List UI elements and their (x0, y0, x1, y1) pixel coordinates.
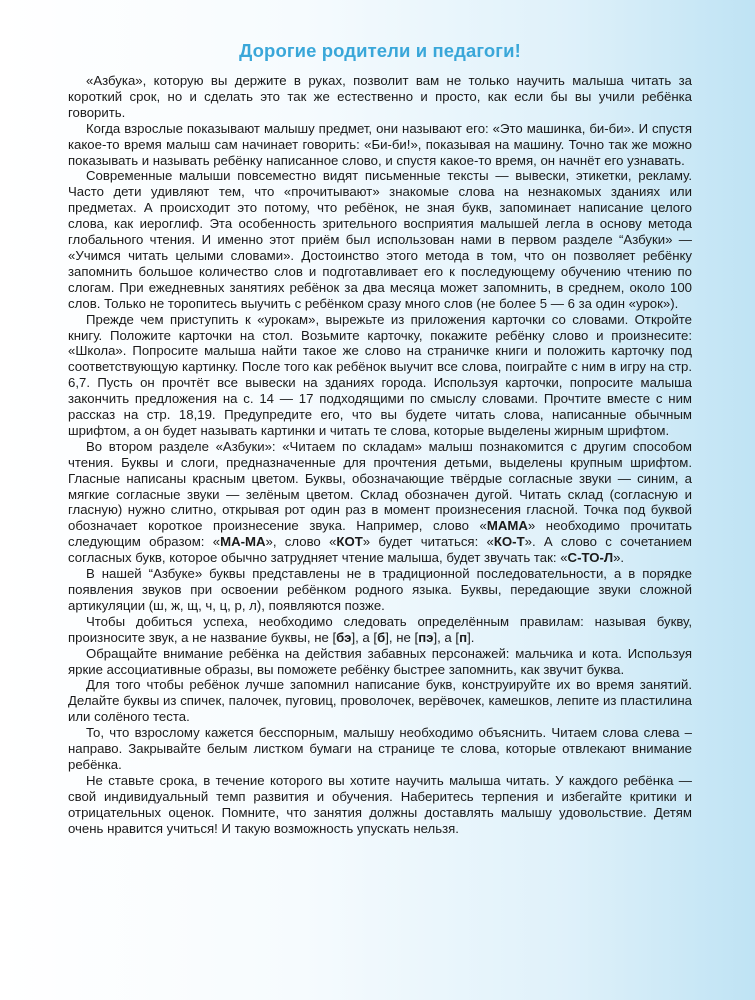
text-run: Чтобы добиться успеха, необходимо следовать определённым правилам: называя букву, произносите звук, а не название буквы, не [ (68, 613, 692, 645)
paragraph (68, 121, 692, 169)
body-text (68, 73, 692, 837)
bold-text-run: КОТ (336, 534, 363, 550)
bold-text-run: МАМА (486, 518, 528, 534)
paragraph (68, 725, 692, 773)
text-run: Во втором разделе «Азбуки»: «Читаем по складам» малыш познакомится с другим способом чтения. Буквы и слоги, предназначенные для прочтения детьми, выделены крупным шрифтом. Гласные написаны красным цветом. Буквы, обозначающие твёрдые согласные звуки — синим, а мягкие согласные звуки — зелёным цветом. Склад обозначен дугой. Читать склад (согласную и гласную) нужно слитно, открывая рот один раз в момент произнесения гласной. Точка под буквой обозначает короткое произнесение звука. Например, слово « (68, 438, 692, 534)
text-run: ». А слово с сочетанием согласных букв, которое обычно затрудняет чтение малыша, будет звучать так: « (68, 534, 692, 566)
paragraph (68, 646, 692, 678)
text-run: Прежде чем приступить к «урокам», вырежьте из приложения карточки со словами. Откройте книгу. Положите карточки на стол. Возьмите карточку, покажите ребёнку слово и произнесите: «Школа». Попросите малыша найти такое же слово на страничке книги и положить карточку под соответствующую картинку. После того как ребёнок выучит все слова, поиграйте с ним в игру на стр. 6,7. Пусть он прочтёт все вывески на зданиях города. Используя карточки, попросите малыша закончить предложения на с. 14 — 17 подходящими по смыслу словами. Прочтите вместе с ним рассказ на стр. 18,19. Предупредите его, что вы будете читать слова, написанные обычным шрифтом, а он будет называть картинки и читать те слова, которые выделены жирным шрифтом. (68, 311, 692, 438)
paragraph (68, 73, 692, 121)
text-run: Современные малыши повсеместно видят письменные тексты — вывески, этикетки, рекламу. Часто дети удивляют тем, что «прочитывают» знакомые слова на незнакомых зданиях или предметах. А происходит это потому, что ребёнок, не зная букв, запоминает написание целого слова, как иероглиф. Эта особенность зрительного восприятия малышей легла в основу метода глобального чтения. И именно этот приём был использован нами в первом разделе “Азбуки» — «Учимся читать целыми словами». Достоинство этого метода в том, что он позволяет ребёнку запомнить большое количество слов и подготавливает его к последующему обучению чтению по слогам. При ежедневных занятиях ребёнок за два месяца может запомнить, в среднем, около 100 слов. Только не торопитесь выучить с ребёнком сразу много слов (не более 5 — 6 за один «урок»). (68, 168, 692, 311)
text-run: ». (613, 550, 625, 566)
page-title: Дорогие родители и педагоги! (239, 40, 521, 61)
text-run: », слово « (265, 534, 337, 550)
bold-text-run: С-ТО-Л (567, 550, 614, 566)
text-run: ], а [ (351, 629, 378, 645)
text-run: ], не [ (385, 629, 419, 645)
bold-text-run: пэ (418, 629, 434, 645)
text-run: В нашей “Азбуке» буквы представлены не в традиционной последовательности, а в порядке появления звуков при освоении ребёнком родного языка. Буквы, передающие звуки сложной артикуляции (ш, ж, щ, ч, ц, р, л), появляются позже. (68, 566, 692, 613)
text-run: ], а [ (433, 629, 460, 645)
text-run: Не ставьте срока, в течение которого вы хотите научить малыша читать. У каждого ребёнка — свой индивидуальный темп развития и обучения. Наберитесь терпения и избегайте критики и отрицательных оценок. Помните, что занятия должны доставлять малышу удовольствие. Детям очень нравится учиться! И такую возможность упускать нельзя. (68, 772, 692, 836)
paragraph (68, 439, 692, 566)
text-run: » необходимо прочитать следующим образом: « (68, 518, 692, 550)
text-run: » будет читаться: « (362, 534, 494, 550)
bold-text-run: МА-МА (220, 534, 266, 550)
paragraph (68, 168, 692, 311)
bold-text-run: КО-Т (493, 534, 525, 550)
paragraph (68, 677, 692, 725)
text-run: Когда взрослые показывают малышу предмет, они называют его: «Это машинка, би-би». И спустя какое-то время малыш сам начинает говорить: «Би-би!», показывая на машину. Точно так же можно показывать и называть ребёнку написанное слово, и спустя какое-то время, он начнёт его узнавать. (68, 120, 692, 168)
paragraph (68, 773, 692, 837)
text-run: То, что взрослому кажется бесспорным, малышу необходимо объяснить. Читаем слова слева – направо. Закрывайте белым листком бумаги на странице те слова, которые отвлекают внимание ребёнка. (68, 725, 692, 772)
paragraph (68, 312, 692, 439)
text-run: ]. (467, 629, 475, 645)
text-run: Обращайте внимание ребёнка на действия забавных персонажей: мальчика и кота. Используя яркие ассоциативные образы, вы поможете ребёнку быстрее запомнить, как звучит буква. (68, 645, 692, 677)
bold-text-run: п (459, 629, 468, 645)
paragraph (68, 566, 692, 614)
text-run: Для того чтобы ребёнок лучше запомнил написание букв, конструируйте их во время занятий. Делайте буквы из спичек, палочек, пуговиц, проволочек, верёвочек, камешков, лепите из пластилина или солёного теста. (68, 677, 692, 725)
bold-text-run: бэ (336, 629, 352, 645)
bold-text-run: б (377, 629, 386, 645)
text-run: «Азбука», которую вы держите в руках, позволит вам не только научить малыша читать за короткий срок, но и сделать это так же естественно и просто, как если бы вы учили ребёнка говорить. (68, 73, 692, 120)
paragraph (68, 614, 692, 646)
